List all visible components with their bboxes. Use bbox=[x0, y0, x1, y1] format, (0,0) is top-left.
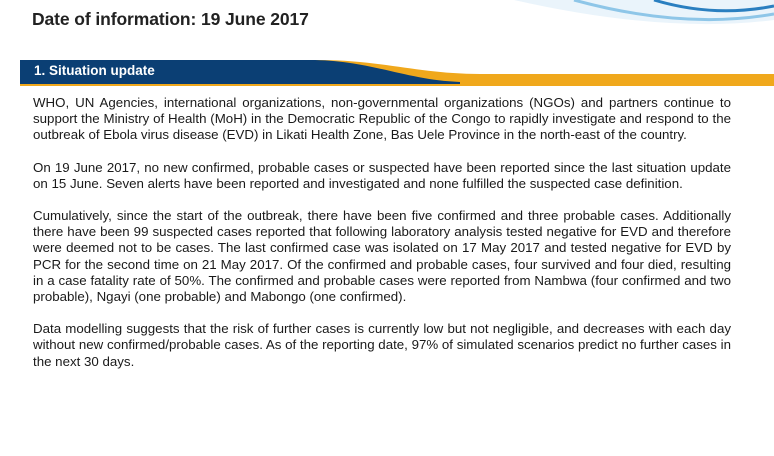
document-body bbox=[33, 95, 731, 386]
paragraph-response-partners: WHO, UN Agencies, international organizations, non-governmental organizations (NGOs) and partners continue to support the Ministry of Health (MoH) in the Democratic Republic of the Congo to rapidly investigate and respond to the outbreak of Ebola virus disease (EVD) in Likati Health Zone, Bas Uele Province in the north-east of the country. bbox=[33, 95, 731, 143]
paragraph-cumulative-cases: Cumulatively, since the start of the outbreak, there have been five confirmed and three probable cases. Additionally there have been 99 suspected cases reported that following laboratory analysis tested negative for EVD and therefore were deemed not to be cases. The last confirmed case was isolated on 17 May 2017 and tested negative for EVD by PCR for the second time on 21 May 2017. Of the confirmed and probable cases, four survived and four died, resulting in a case fatality rate of 50%. The confirmed and probable cases were reported from Nambwa (four confirmed and two probable), Ngayi (one probable) and Mabongo (one confirmed). bbox=[33, 208, 731, 305]
paragraph-latest-update: On 19 June 2017, no new confirmed, probable cases or suspected have been reported since the last situation update on 15 June. Seven alerts have been reported and investigated and none fulfilled the suspected case definition. bbox=[33, 159, 731, 191]
paragraph-risk-modelling: Data modelling suggests that the risk of further cases is currently low but not negligible, and decreases with each day without new confirmed/probable cases. As of the reporting date, 97% of simulated scenarios predict no further cases in the next 30 days. bbox=[33, 321, 731, 369]
date-of-information: Date of information: 19 June 2017 bbox=[32, 9, 309, 29]
corner-decoration bbox=[514, 0, 774, 30]
section-title: 1. Situation update bbox=[34, 63, 155, 78]
